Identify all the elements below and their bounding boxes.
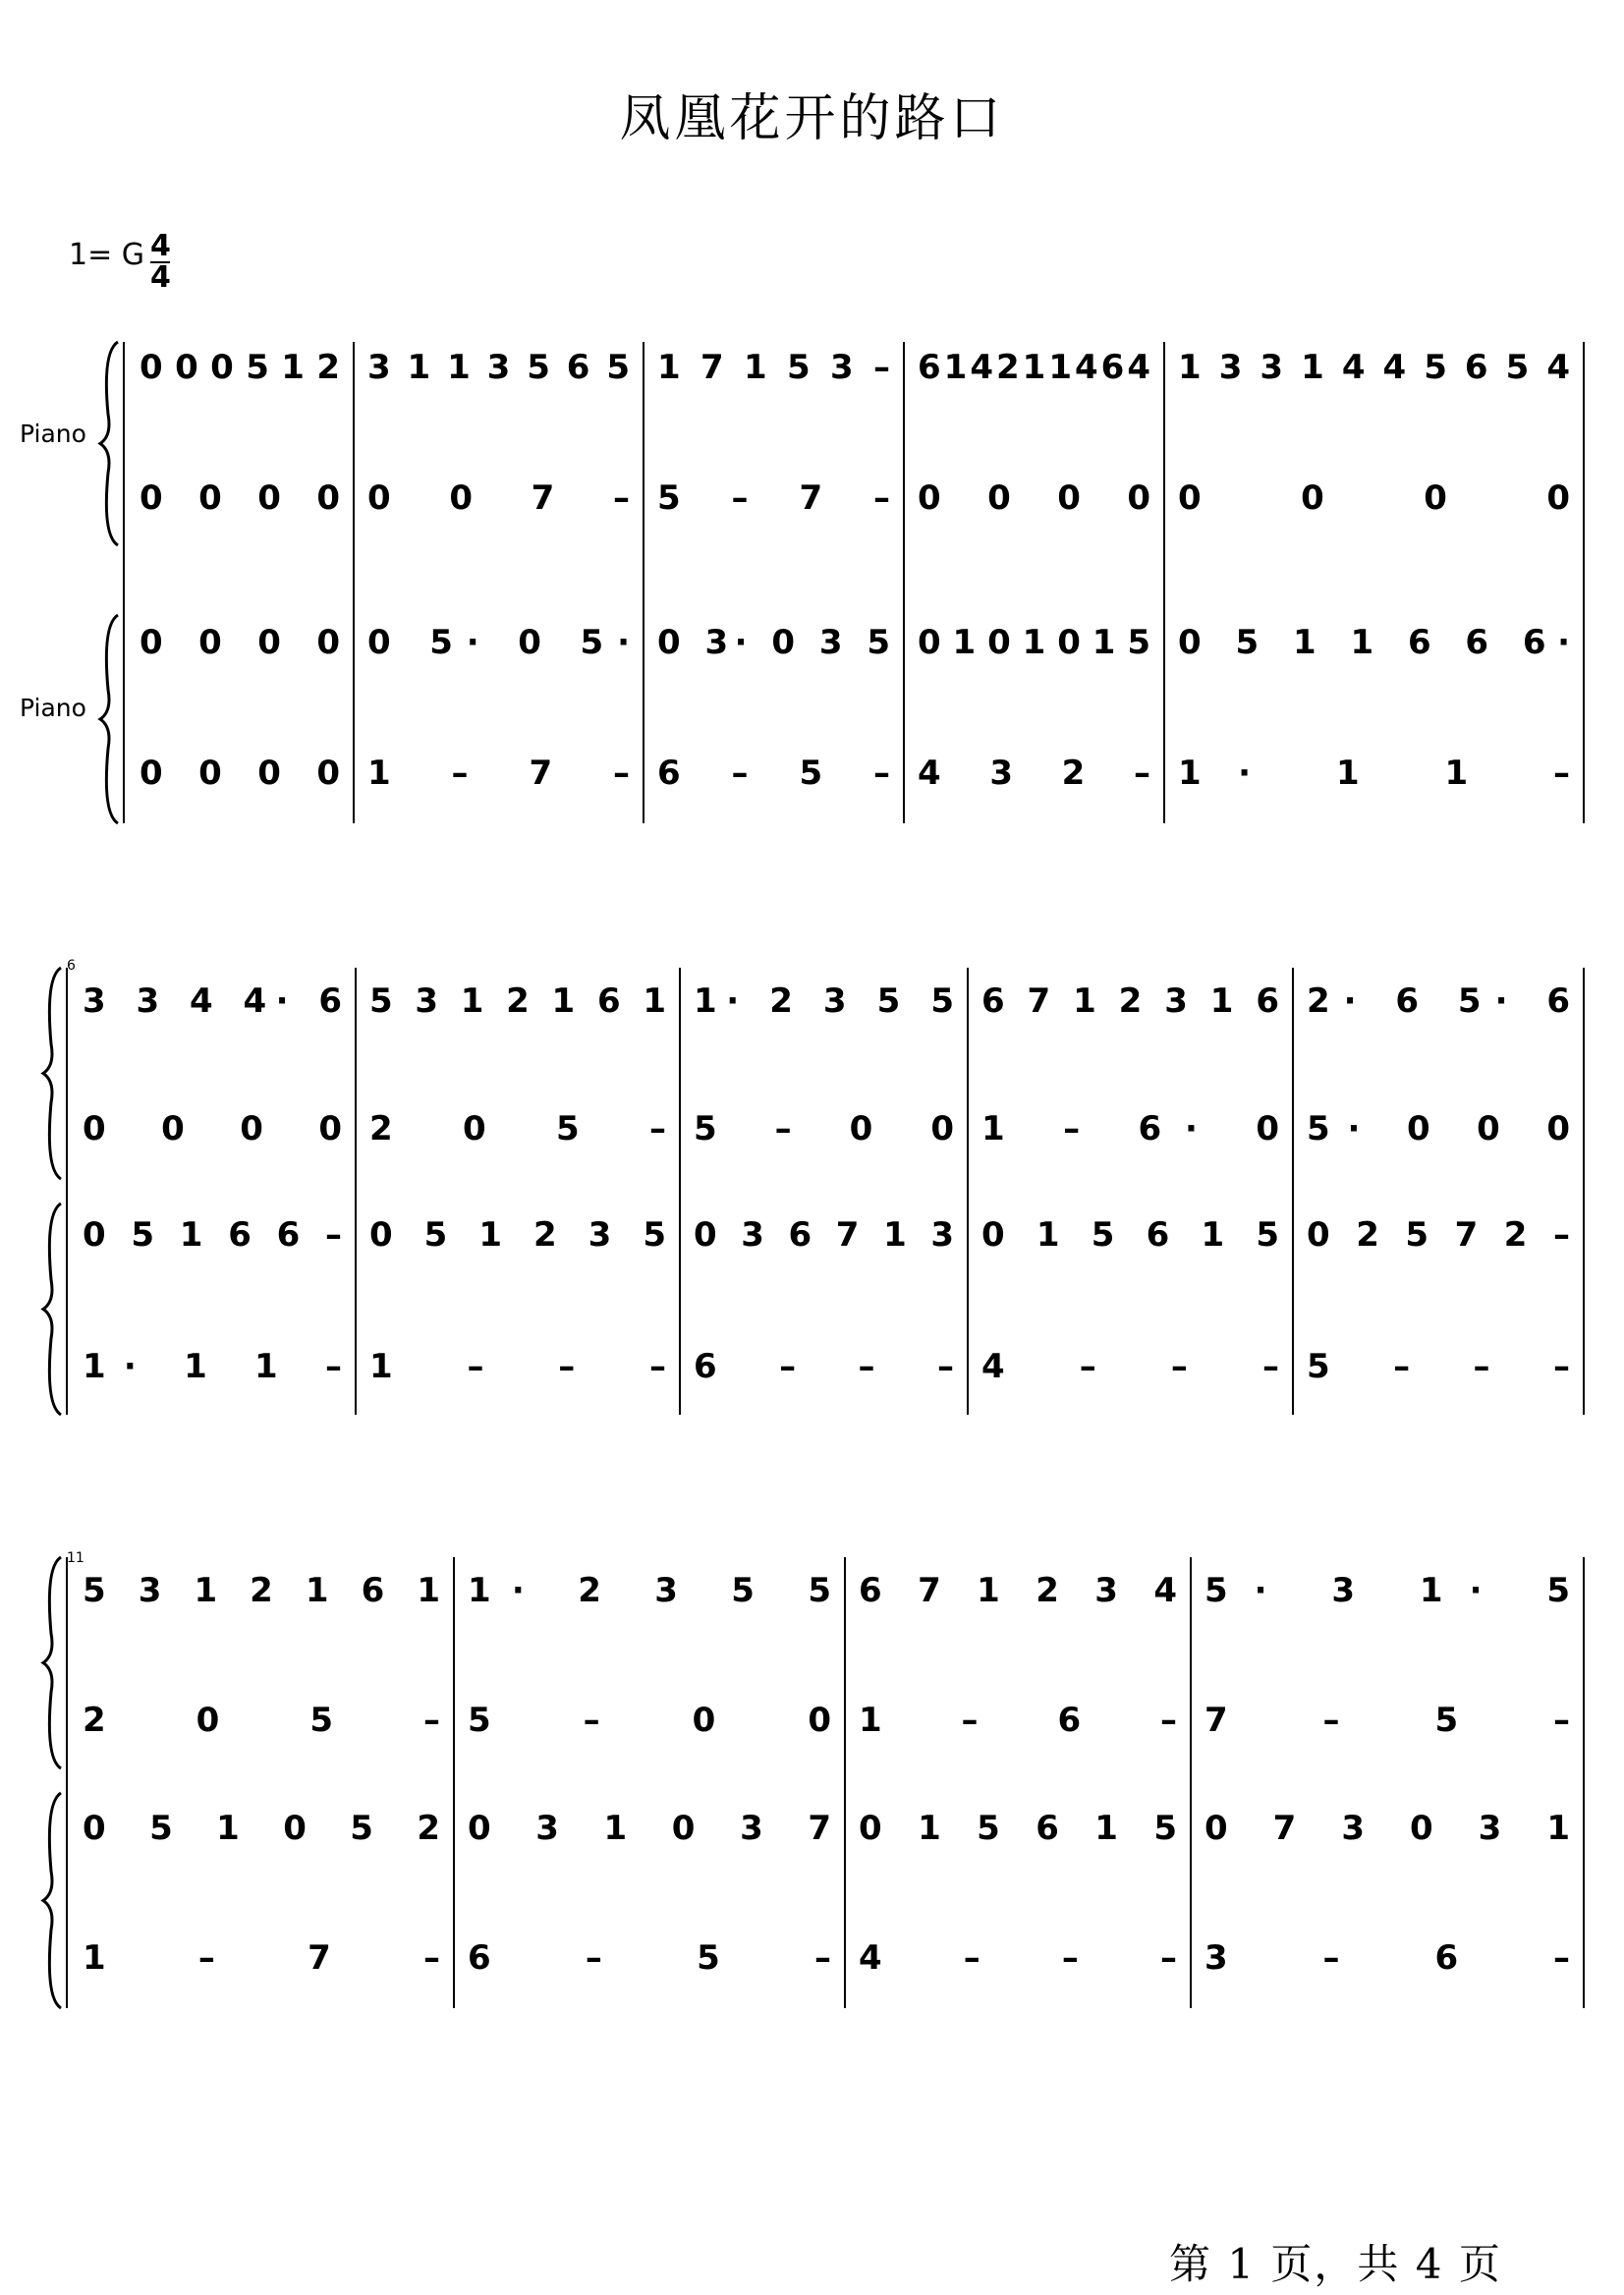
measure-notes: 3 3 4 4· 6 (83, 981, 342, 1021)
measure-notes: 4 – – – (981, 1347, 1279, 1386)
measure-notes: 6 7 1 2 3 4 (859, 1571, 1177, 1610)
measure-number-11: 11 (67, 1550, 84, 1566)
measure-notes: 2· 6 5· 6 (1307, 981, 1570, 1021)
measure-notes: 4 – – – (859, 1938, 1177, 1978)
measure-notes: 5 3 1 2 1 6 1 (83, 1571, 440, 1610)
page-footer: 第 1 页，共 4 页 (1169, 2240, 1502, 2288)
time-signature-bottom: 4 (150, 260, 171, 295)
measure-notes: 1· 2 3 5 5 (694, 981, 954, 1021)
measure-notes: 0 1 5 6 1 5 (859, 1809, 1177, 1848)
time-signature-top: 4 (150, 229, 171, 263)
measure-number-6: 6 (67, 958, 76, 974)
measure-notes: 0 2 5 7 2 – (1307, 1215, 1570, 1255)
measure-notes: 0 5 1 0 5 2 (83, 1809, 440, 1848)
measure-notes: 3 1 1 3 5 6 5 (367, 348, 630, 387)
measure-notes: 4 3 2 – (918, 754, 1150, 793)
measure-notes: 0 0 0 0 (83, 1109, 342, 1148)
measure-notes: 6 – 5 – (657, 754, 890, 793)
measure-notes: 6 7 1 2 3 1 6 (981, 981, 1279, 1021)
instrument-label-1: Piano (20, 420, 86, 448)
measure-notes: 0 0 0 0 (918, 478, 1150, 518)
measure-notes: 1· 2 3 5 5 (468, 1571, 831, 1610)
measure-notes: 2 0 5 – (83, 1701, 440, 1740)
measure-notes: 5 – 0 0 (694, 1109, 954, 1148)
measure-notes: 0 0 0 0 (140, 754, 340, 793)
measure-notes: 1· 1 1 – (1178, 754, 1570, 793)
measure-notes: 0 0 0 5 1 2 (140, 348, 340, 387)
measure-notes: 1· 1 1 – (83, 1347, 342, 1386)
measure-notes: 6 – 5 – (468, 1938, 831, 1978)
measure-notes: 5 3 1 2 1 6 1 (369, 981, 666, 1021)
measure-notes: 1 7 1 5 3 – (657, 348, 890, 387)
brace (43, 968, 61, 1179)
brace (100, 615, 118, 823)
measure-notes: 0 3· 0 3 5 (657, 623, 890, 662)
brace (100, 342, 118, 545)
measure-notes: 0 1 5 6 1 5 (981, 1215, 1279, 1255)
measure-notes: 0 0 0 0 (140, 623, 340, 662)
brace (43, 1557, 61, 1768)
measure-notes: 5 – 0 0 (468, 1701, 831, 1740)
measure-notes: 5 – – – (1307, 1347, 1570, 1386)
measure-notes: 1 – 6· 0 (981, 1109, 1279, 1148)
measure-notes: 5· 0 0 0 (1307, 1109, 1570, 1148)
measure-notes: 0 5 1 2 3 5 (369, 1215, 666, 1255)
measure-notes: 6 – – – (694, 1347, 954, 1386)
measure-notes: 0 5· 0 5· (367, 623, 630, 662)
measure-notes: 0 5 1 6 6 – (83, 1215, 342, 1255)
measure-notes: 0 0 0 0 (140, 478, 340, 518)
measure-notes: 6 1 4 2 1 1 4 6 4 (918, 348, 1150, 387)
measure-notes: 0 1 0 1 0 1 5 (918, 623, 1150, 662)
instrument-label-2: Piano (20, 694, 86, 722)
measure-notes: 3 – 6 – (1204, 1938, 1570, 1978)
measure-notes: 1 – 6 – (859, 1701, 1177, 1740)
brace (43, 1203, 61, 1415)
measure-notes: 0 5 1 1 6 6 6· (1178, 623, 1570, 662)
page-title: 凤凰花开的路口 (619, 89, 1005, 148)
measure-notes: 0 3 1 0 3 7 (468, 1809, 831, 1848)
measure-notes: 7 – 5 – (1204, 1701, 1570, 1740)
measure-notes: 0 3 6 7 1 3 (694, 1215, 954, 1255)
measure-notes: 1 3 3 1 4 4 5 6 5 4 (1178, 348, 1570, 387)
measure-notes: 2 0 5 – (369, 1109, 666, 1148)
measure-notes: 5· 3 1· 5 (1204, 1571, 1570, 1610)
key-signature: 1= G (69, 238, 145, 272)
measure-notes: 1 – 7 – (83, 1938, 440, 1978)
measure-notes: 1 – – – (369, 1347, 666, 1386)
brace (43, 1793, 61, 2008)
measure-notes: 5 – 7 – (657, 478, 890, 518)
measure-notes: 0 7 3 0 3 1 (1204, 1809, 1570, 1848)
measure-notes: 0 0 0 0 (1178, 478, 1570, 518)
measure-notes: 1 – 7 – (367, 754, 630, 793)
measure-notes: 0 0 7 – (367, 478, 630, 518)
